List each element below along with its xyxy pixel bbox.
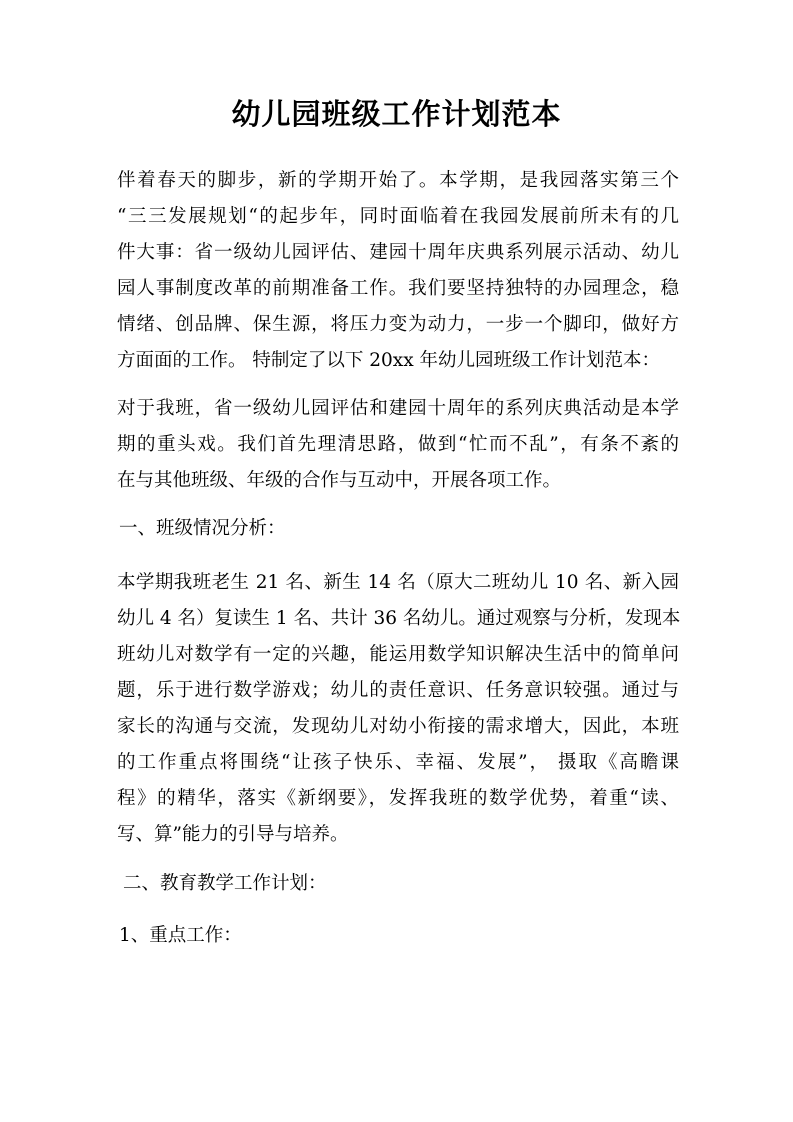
paragraph-line: 题，乐于进行数学游戏；幼儿的责任意识、任务意识较强。通过与: [117, 680, 679, 701]
paragraph-line: 在与其他班级、年级的合作与互动中，开展各项工作。: [117, 470, 562, 491]
paragraph-line: 方面面的工作。 特制定了以下 20xx 年幼儿园班级工作计划范本：: [117, 350, 661, 371]
paragraph-line: 园人事制度改革的前期准备工作。我们要坚持独特的办园理念，稳: [117, 278, 679, 299]
subsection-heading-key-work: 1、重点工作：: [119, 925, 242, 946]
paragraph-line: 家长的沟通与交流，发现幼儿对幼小衔接的需求增大，因此，本班: [117, 716, 679, 737]
paragraph-line: 的工作重点将围绕“让孩子快乐、幸福、发展”， 摄取《高瞻课: [117, 752, 679, 773]
paragraph-line: 程》的精华，落实《新纲要》，发挥我班的数学优势，着重“读、: [117, 788, 679, 809]
document-title: 幼儿园班级工作计划范本: [231, 97, 562, 131]
class-focus-paragraph: [117, 391, 679, 499]
paragraph-line: 幼儿 4 名）复读生 1 名、共计 36 名幼儿。通过观察与分析，发现本: [117, 608, 681, 629]
paragraph-line: 期的重头戏。我们首先理清思路，做到“忙而不乱”，有条不紊的: [117, 434, 679, 455]
paragraph-line: 写、算”能力的引导与培养。: [117, 824, 349, 845]
paragraph-line: 情绪、创品牌、保生源，将压力变为动力，一步一个脚印，做好方: [117, 314, 679, 335]
section-heading-teaching-plan: 二、教育教学工作计划：: [123, 873, 327, 894]
paragraph-line: 伴着春天的脚步，新的学期开始了。本学期，是我园落实第三个: [117, 170, 679, 191]
paragraph-line: 班幼儿对数学有一定的兴趣，能运用数学知识解决生活中的简单问: [117, 644, 679, 665]
section-heading-class-analysis: 一、班级情况分析：: [119, 518, 286, 539]
paragraph-line: “三三发展规划“的起步年，同时面临着在我园发展前所未有的几: [117, 206, 679, 227]
paragraph-line: 对于我班，省一级幼儿园评估和建园十周年的系列庆典活动是本学: [117, 398, 679, 419]
class-analysis-paragraph: [117, 565, 679, 853]
paragraph-line: 本学期我班老生 21 名、新生 14 名（原大二班幼儿 10 名、新入园: [117, 572, 679, 593]
paragraph-line: 件大事：省一级幼儿园评估、建园十周年庆典系列展示活动、幼儿: [117, 242, 679, 263]
intro-paragraph: [117, 163, 679, 379]
